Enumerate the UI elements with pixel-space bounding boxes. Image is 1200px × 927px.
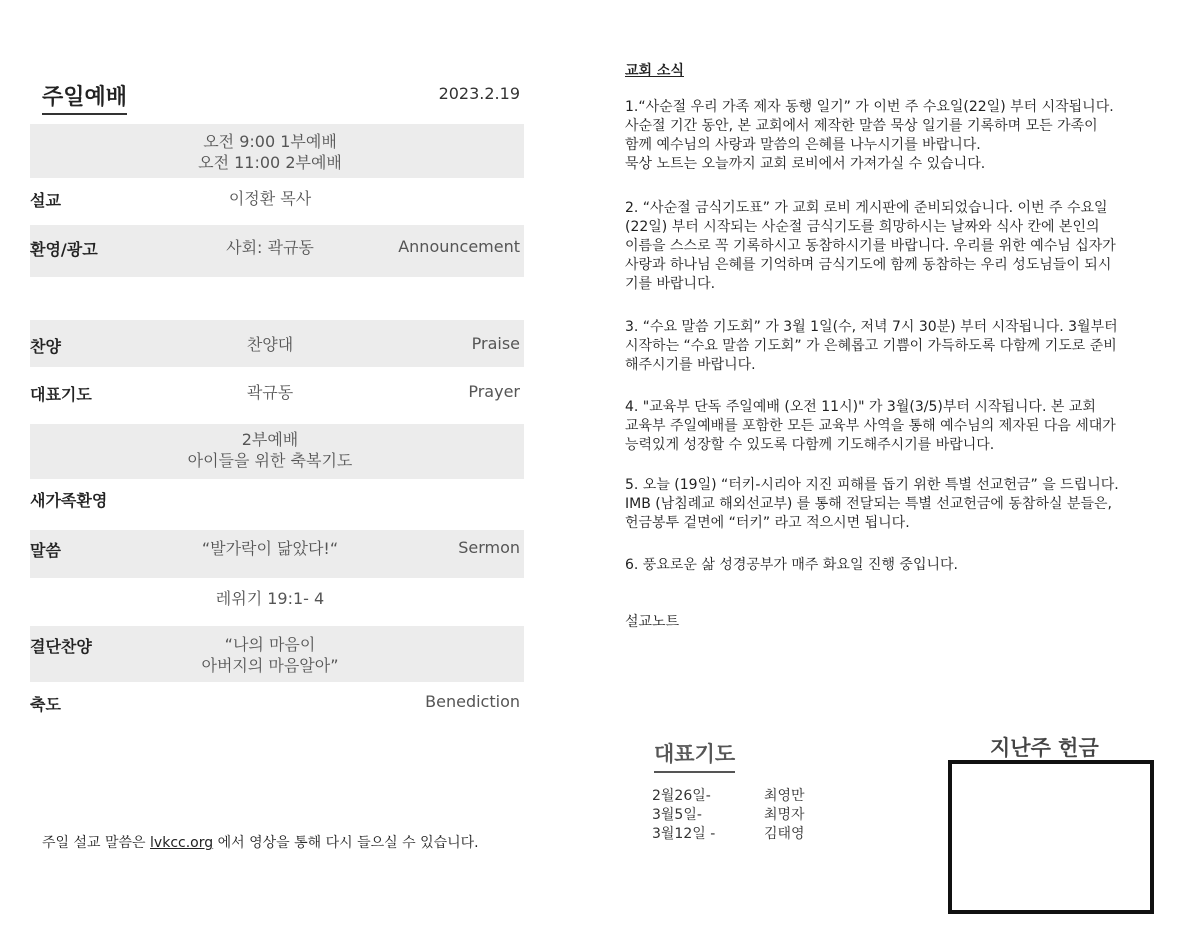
news-item-5: 5. 오늘 (19일) “터키-시리아 지진 피해를 돕기 위한 특별 선교헌금” 을 드립니다. IMB (남침례교 해외선교부) 를 통해 전달되는 특별 선교헌금에 동참하실 분들은, 헌금봉투 겉면에 “터키” 라고 적으시면 됩니다.	[625, 477, 1119, 531]
order-english: Praise	[471, 334, 520, 353]
sermon-video-note: 주일 설교 말씀은 lvkcc.org 에서 영상을 통해 다시 들으실 수 있습니다.	[42, 835, 479, 851]
sermon-notes-label: 설교노트	[625, 614, 680, 630]
order-center: 2부예배	[241, 430, 299, 449]
prayer-schedule	[652, 787, 805, 844]
service-date: 2023.2.19	[438, 84, 520, 103]
order-center: 찬양대	[246, 335, 294, 354]
website-link[interactable]: lvkcc.org	[150, 835, 214, 851]
order-label: 결단찬양	[30, 637, 92, 656]
service-time-1: 오전 9:00 1부예배	[203, 132, 337, 151]
order-row-sermon	[30, 180, 524, 224]
service-title: 주일예배	[42, 80, 127, 115]
order-english: Benediction	[425, 692, 520, 711]
order-row-scripture	[30, 580, 524, 624]
news-item-6: 6. 풍요로운 삶 성경공부가 매주 화요일 진행 중입니다.	[625, 557, 958, 573]
news-heading: 교회 소식	[625, 63, 684, 79]
order-center: 곽규동	[246, 383, 294, 402]
order-label: 대표기도	[30, 385, 92, 404]
order-label: 축도	[30, 695, 61, 714]
prayer-schedule-row: 3월5일- 최명자	[652, 807, 805, 823]
order-center: 레위기 19:1- 4	[215, 589, 325, 608]
order-row-blessing	[30, 424, 524, 479]
order-row-benediction	[30, 684, 524, 722]
order-english: Sermon	[458, 538, 520, 557]
prayer-schedule-row: 2월26일- 최영만	[652, 788, 805, 804]
order-label: 찬양	[30, 337, 61, 356]
news-item-3: 3. “수요 말씀 기도회” 가 3월 1일(수, 저녁 7시 30분) 부터 시작됩니다. 3월부터 시작하는 “수요 말씀 기도회” 가 은혜롭고 기쁨이 가득하도록 다함께 기도로 준비 해주시기를 바랍니다.	[625, 319, 1118, 373]
order-row-prayer	[30, 370, 524, 416]
order-english: Announcement	[398, 237, 520, 256]
order-center: 사회: 곽규동	[226, 238, 314, 257]
offering-heading: 지난주 헌금	[990, 736, 1099, 760]
order-row-praise	[30, 320, 524, 367]
order-center-line2: 아버지의 마음알아”	[201, 656, 339, 675]
order-center: “발가락이 닮았다!“	[201, 539, 339, 558]
order-row-word	[30, 530, 524, 578]
offering-box	[948, 760, 1154, 914]
order-label: 설교	[30, 191, 61, 210]
order-row-newcomer	[30, 480, 524, 524]
service-times	[30, 124, 524, 178]
order-row-hymn	[30, 626, 524, 682]
prayer-schedule-row: 3월12일 - 김태영	[652, 826, 805, 842]
order-center-line2: 아이들을 위한 축복기도	[187, 451, 353, 470]
order-label: 새가족환영	[30, 491, 108, 510]
order-label: 환영/광고	[30, 240, 98, 259]
order-label: 말씀	[30, 541, 61, 560]
prayer-schedule-heading: 대표기도	[654, 738, 735, 773]
order-center: 이정환 목사	[228, 189, 312, 208]
news-item-4: 4. "교육부 단독 주일예배 (오전 11시)" 가 3월(3/5)부터 시작됩니다. 본 교회 교육부 주일예배를 포함한 모든 교육부 사역을 통해 예수님의 제자된 다음 세대가 능력있게 성장할 수 있도록 다함께 기도해주시기를 바랍니다.	[625, 399, 1116, 453]
news-item-2: 2. “사순절 금식기도표” 가 교회 로비 게시판에 준비되었습니다. 이번 주 수요일 (22일) 부터 시작되는 사순절 금식기도를 희망하시는 날짜와 식사 칸에 본인의 이름을 스스로 꼭 기록하시고 동참하시기를 바랍니다. 우리를 위한 예수님 십자가 사랑과 하나님 은혜를 기억하며 금식기도에 함께 동참하는 우리 성도님들이 되시 기를 바랍니다.	[625, 200, 1116, 292]
news-item-1: 1.“사순절 우리 가족 제자 동행 일기” 가 이번 주 수요일(22일) 부터 시작됩니다. 사순절 기간 동안, 본 교회에서 제작한 말씀 묵상 일기를 기록하며 모든 가족이 함께 예수님의 사랑과 말씀의 은혜를 나누시기를 바랍니다. 묵상 노트는 오늘까지 교회 로비에서 가져가실 수 있습니다.	[625, 99, 1114, 172]
order-row-welcome	[30, 225, 524, 277]
order-center: “나의 마음이	[224, 635, 316, 654]
service-time-2: 오전 11:00 2부예배	[198, 153, 342, 172]
order-english: Prayer	[468, 382, 520, 401]
